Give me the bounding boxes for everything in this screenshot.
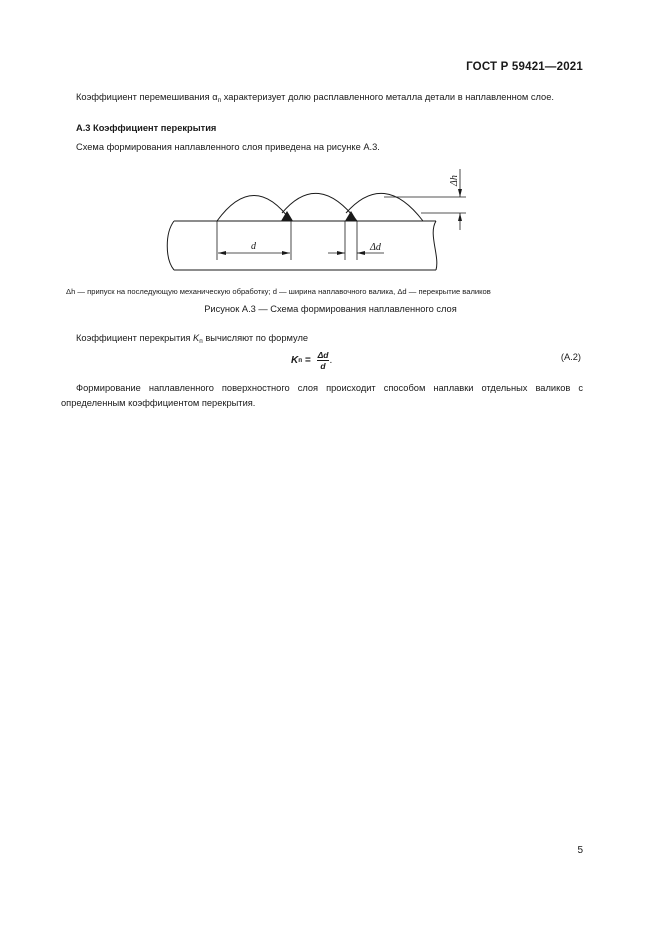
d-arrow-left — [218, 251, 226, 255]
standard-number: ГОСТ Р 59421—2021 — [466, 61, 583, 73]
bead-2 — [282, 193, 357, 221]
d-label: d — [251, 241, 256, 252]
formula-fraction: $\frac{\Delta d}{d}$ — [317, 350, 329, 371]
delta-d-label: Δd — [370, 242, 381, 253]
dd-arrow-left — [337, 251, 345, 255]
section-intro: Схема формирования наплавленного слоя приведена на рисунке А.3. — [76, 142, 380, 152]
bead-3 — [346, 193, 423, 221]
page-number: 5 — [577, 845, 583, 856]
equation-number: (А.2) — [560, 352, 581, 362]
formula-a2: K п = $\frac{\Delta d}{d}$ . — [291, 350, 333, 371]
plate-left-break — [167, 221, 174, 270]
section-heading: А.3 Коэффициент перекрытия — [76, 123, 217, 133]
coefficient-line: Коэффициент перекрытия $K_п$ вычисляют по формуле — [76, 333, 309, 345]
figure-caption: Рисунок А.3 — Схема формирования наплавленного слоя — [204, 304, 457, 314]
delta-h-label: Δh — [449, 175, 460, 186]
figure-legend: Δh — припуск на последующую механическую обработку; d — ширина наплавочного валика, Δd — перекрытие валиков — [66, 287, 491, 296]
paragraph-mixing-coefficient: Коэффициент перемешивания $\alpha_п$ характеризует долю расплавленного металла детали в наплавленном слое. — [76, 92, 554, 104]
overlap-diagram — [150, 160, 470, 278]
alpha-symbol: α — [212, 92, 218, 102]
plate-right-break — [433, 221, 437, 270]
d-arrow-right — [282, 251, 290, 255]
dd-arrow-right — [357, 251, 365, 255]
dh-arrow-bottom — [458, 213, 462, 221]
bead-1 — [217, 196, 291, 222]
paragraph-layer-formation: Формирование наплавленного поверхностного слоя происходит способом наплавки отдельных валиков с определенным коэффициентом перекрытия. — [61, 383, 583, 408]
dh-arrow-top — [458, 189, 462, 197]
